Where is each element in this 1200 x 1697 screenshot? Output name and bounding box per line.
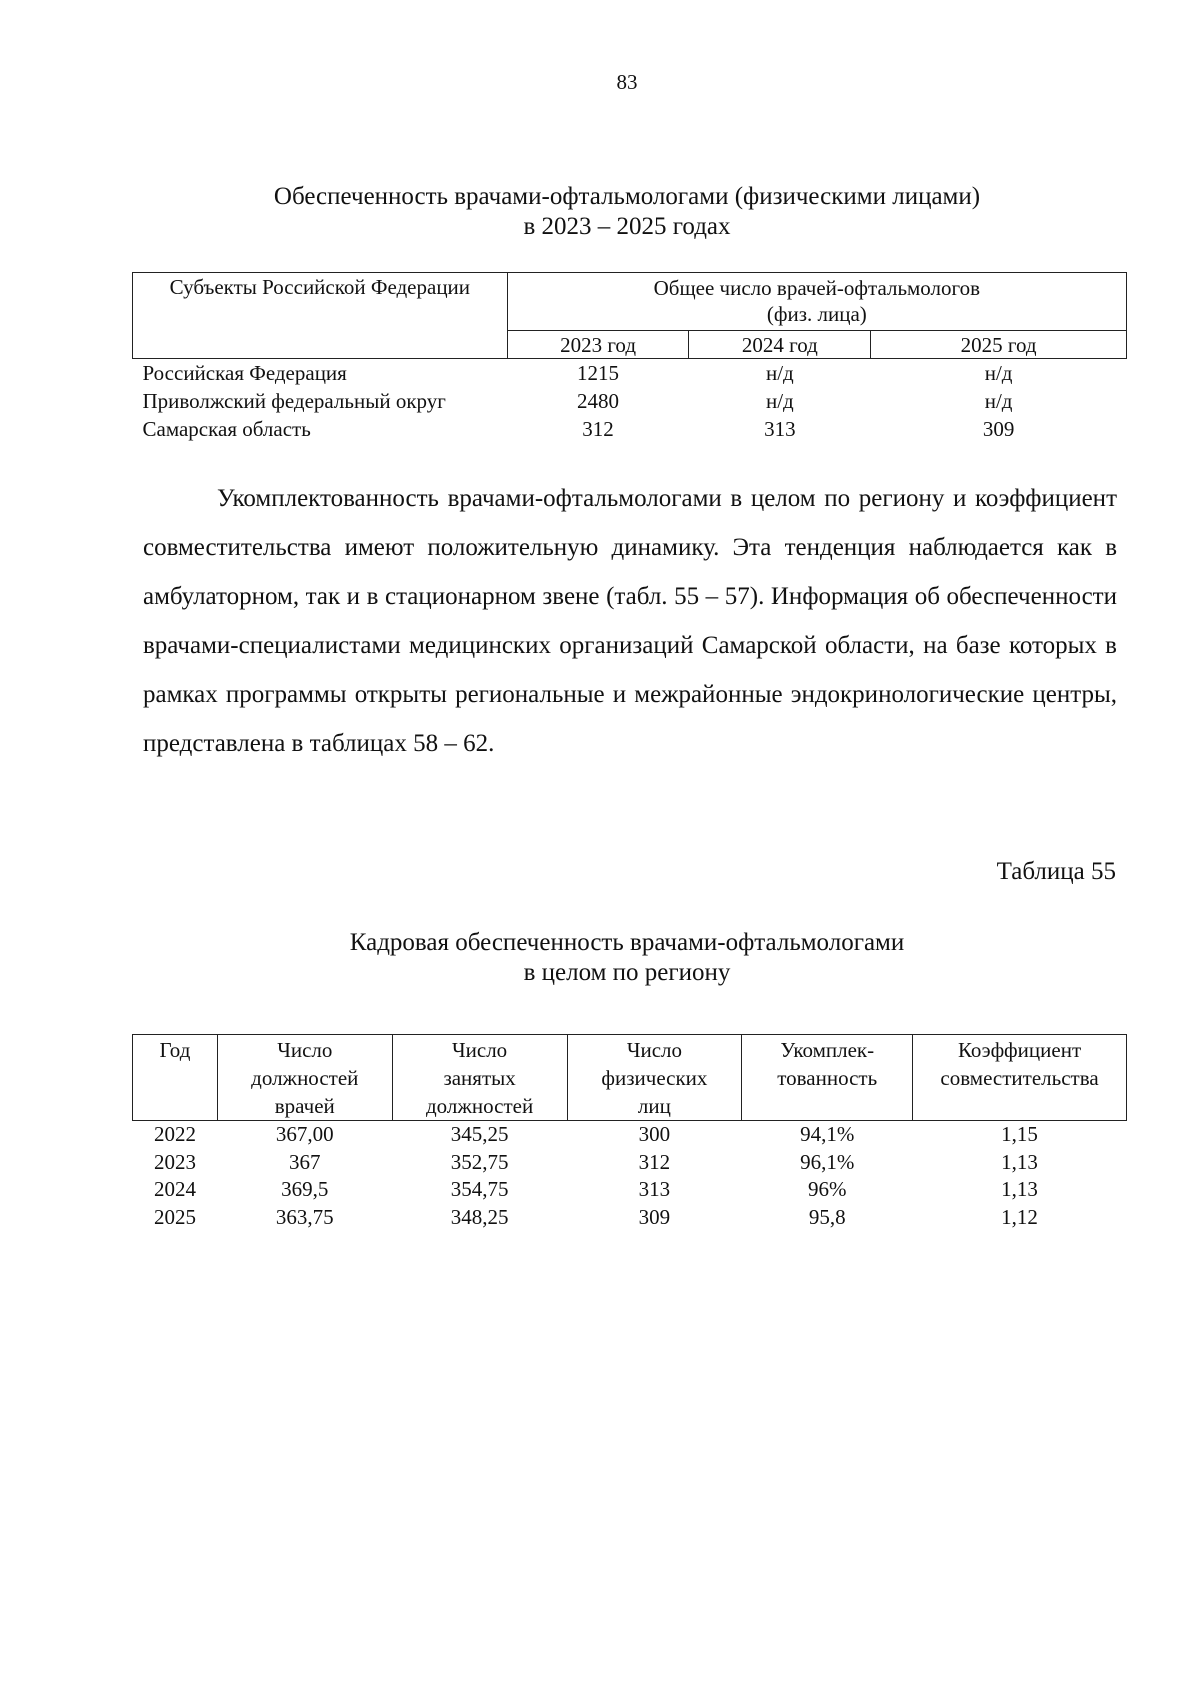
header-year: Год [133,1035,218,1121]
cell-coefficient: 1,12 [1001,1204,1038,1229]
header-occupied-line3: должностей [425,1094,534,1118]
physician-supply-table [132,272,1127,443]
header-occupied-line1: Число [452,1038,508,1062]
table-row [133,1121,1127,1149]
cell-year: 2022 [153,1122,196,1146]
cell-physical: 309 [638,1204,671,1229]
header-positions-line3: врачей [274,1094,335,1118]
table-row [133,387,1127,415]
header-positions [217,1035,392,1121]
value-2023: 2480 [577,389,620,413]
cell-staffing: 96% [807,1177,847,1201]
body-paragraph: Укомплектованность врачами-офтальмологами в целом по региону и коэффициент совместительства имеют положительную динамику. Эта тенденция наблюдается как в амбулаторном, так и в стационарном звене (табл. 55 – 57). Информация об обеспеченности врачами-специалистами медицинских организаций Самарской области, на базе которых в рамках программы открыты региональные и межрайонные эндокринологические центры, представлена в таблицах 58 – 62. [143,485,1117,757]
table1-title-line1: Обеспеченность врачами-офтальмологами (физическими лицами) [273,183,981,210]
cell-physical: 312 [638,1149,671,1174]
header-staffing [742,1035,913,1121]
header-year-2023: 2023 год [507,331,689,359]
header-physical-line1: Число [626,1038,682,1062]
cell-positions: 363,75 [275,1204,334,1229]
value-2023: 312 [582,417,614,441]
table-label: Таблица 55 [996,858,1116,885]
cell-coefficient: 1,13 [1001,1177,1038,1201]
header-coefficient-line2: совместительства [940,1066,1099,1090]
table-row [133,1176,1127,1204]
cell-staffing: 94,1% [800,1122,855,1146]
header-total-line2: (физ. лица) [766,302,867,326]
cell-occupied: 345,25 [450,1122,509,1146]
row-name: Российская Федерация [142,361,347,385]
cell-positions: 367,00 [275,1122,334,1146]
value-2025: 309 [982,417,1015,441]
table1-title-line2: в 2023 – 2025 годах [523,213,731,240]
header-subject: Субъекты Российской Федерации [133,273,508,359]
value-2024: н/д [765,389,794,413]
header-positions-line1: Число [277,1038,333,1062]
header-coefficient [913,1035,1127,1121]
header-occupied-line2: занятых [443,1066,516,1090]
value-2024: н/д [765,361,794,385]
header-coefficient-line1: Коэффициент [957,1038,1082,1062]
cell-year: 2025 [153,1204,196,1229]
header-year-2024: 2024 год [689,331,871,359]
header-physical-line2: физических [601,1066,708,1090]
staffing-table [132,1034,1127,1231]
cell-positions: 369,5 [281,1177,329,1201]
table2-title-line2: в целом по региону [523,959,731,986]
header-total [507,273,1126,331]
table2-title-line1: Кадровая обеспеченность врачами-офтальмологами [349,929,905,956]
header-physical [567,1035,742,1121]
cell-year: 2024 [153,1177,196,1201]
cell-positions: 367 [289,1149,321,1174]
body-paragraph-block [143,474,1117,768]
header-staffing-line1: Укомплек- [780,1038,875,1062]
value-2024: 313 [764,417,796,441]
row-name: Самарская область [142,417,311,441]
value-2025: н/д [984,361,1013,385]
cell-year: 2023 [153,1149,196,1174]
table-row [133,1204,1127,1232]
header-total-line1: Общее число врачей-офтальмологов [653,276,981,300]
cell-physical: 300 [638,1122,671,1146]
row-name: Приволжский федеральный округ [142,389,446,413]
table-row [133,415,1127,443]
value-2023: 1215 [577,361,620,385]
cell-occupied: 348,25 [450,1204,509,1229]
cell-occupied: 352,75 [450,1149,509,1174]
header-year-2025: 2025 год [871,331,1127,359]
table-row [133,359,1127,388]
header-occupied [392,1035,567,1121]
table-row [133,1149,1127,1177]
page-number: 83 [616,70,638,94]
cell-coefficient: 1,13 [1001,1149,1038,1174]
table1-title [0,182,1200,242]
cell-occupied: 354,75 [450,1177,509,1201]
cell-physical: 313 [638,1177,671,1201]
table2-title [0,928,1200,988]
header-staffing-line2: тованность [777,1066,878,1090]
header-physical-line3: лиц [637,1094,671,1118]
cell-staffing: 96,1% [800,1149,855,1174]
header-positions-line2: должностей [251,1066,359,1090]
value-2025: н/д [984,389,1013,413]
cell-coefficient: 1,15 [1001,1122,1038,1146]
cell-staffing: 95,8 [808,1204,846,1229]
